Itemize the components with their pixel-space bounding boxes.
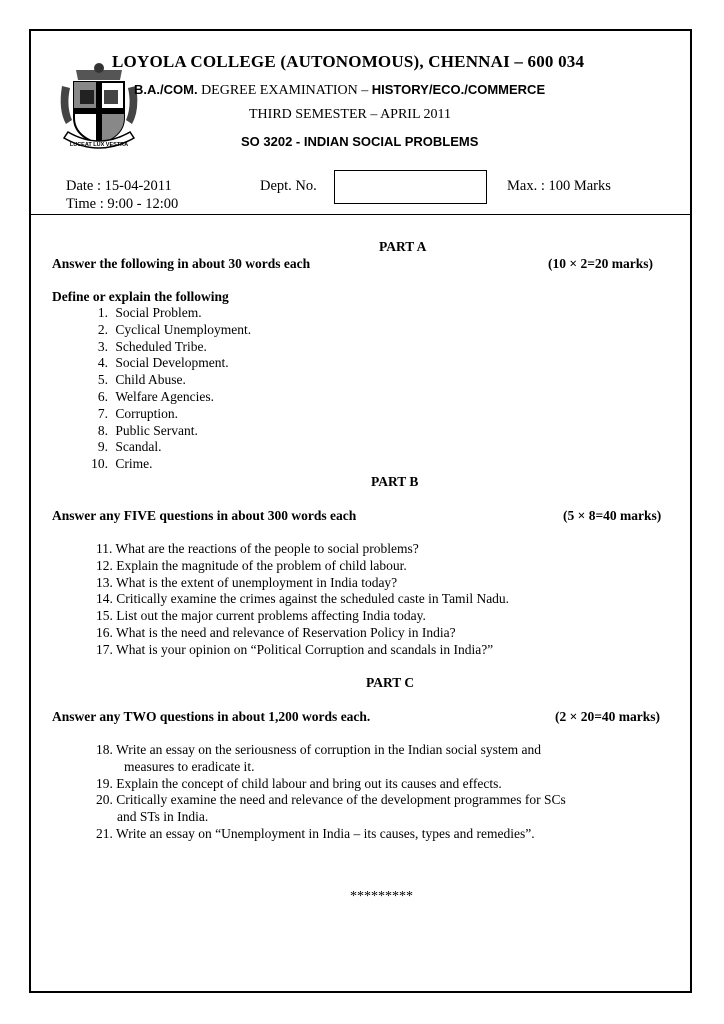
dept-no-label: Dept. No. bbox=[260, 178, 317, 194]
part-c-list bbox=[96, 742, 566, 843]
exam-time: Time : 9:00 - 12:00 bbox=[66, 196, 179, 212]
part-a-instruction: Answer the following in about 30 words each bbox=[52, 256, 311, 271]
header-divider bbox=[31, 214, 690, 215]
degree-prefix: B.A./COM. bbox=[134, 82, 198, 97]
exam-title bbox=[134, 82, 545, 99]
list-item: 16. What is the need and relevance of Reservation Policy in India? bbox=[96, 624, 456, 640]
list-item: 8. Public Servant. bbox=[97, 422, 198, 438]
list-item: 14. Critically examine the crimes against the scheduled caste in Tamil Nadu. bbox=[96, 591, 510, 607]
list-item-continuation: measures to eradicate it. bbox=[124, 758, 255, 774]
list-item: 1. Social Problem. bbox=[97, 305, 202, 320]
list-item: 4. Social Development. bbox=[97, 355, 229, 371]
degree-subjects: HISTORY/ECO./COMMERCE bbox=[371, 82, 546, 97]
list-item: 15. List out the major current problems affecting India today. bbox=[96, 608, 426, 624]
list-item: 21. Write an essay on “Unemployment in India – its causes, types and remedies”. bbox=[96, 825, 535, 841]
list-item: 11. What are the reactions of the people to social problems? bbox=[96, 541, 419, 556]
part-a-subheading: Define or explain the following bbox=[52, 289, 229, 304]
list-item: 9. Scandal. bbox=[97, 439, 162, 455]
part-b-marks: (5 × 8=40 marks) bbox=[563, 508, 662, 523]
part-c-title: PART C bbox=[366, 675, 415, 690]
end-marker: ********* bbox=[350, 889, 413, 904]
part-c-instruction: Answer any TWO questions in about 1,200 words each. bbox=[52, 709, 371, 724]
list-item: 19. Explain the concept of child labour and bring out its causes and effects. bbox=[96, 775, 502, 791]
part-a-title: PART A bbox=[379, 239, 427, 254]
list-item: 10. Crime. bbox=[91, 456, 153, 472]
college-crest-logo bbox=[56, 60, 142, 160]
list-item: 2. Cyclical Unemployment. bbox=[97, 321, 252, 337]
list-item: 12. Explain the magnitude of the problem of child labour. bbox=[96, 557, 407, 573]
degree-mid: DEGREE EXAMINATION – bbox=[197, 83, 372, 98]
list-item: 6. Welfare Agencies. bbox=[97, 388, 214, 404]
list-item: 18. Write an essay on the seriousness of corruption in the Indian social system and bbox=[96, 742, 541, 757]
part-a-marks: (10 × 2=20 marks) bbox=[548, 256, 654, 271]
list-item: 20. Critically examine the need and relevance of the development programmes for SCs bbox=[96, 792, 566, 808]
list-item: 13. What is the extent of unemployment in India today? bbox=[96, 574, 398, 590]
part-a-list bbox=[88, 305, 251, 473]
course-title: SO 3202 - INDIAN SOCIAL PROBLEMS bbox=[241, 134, 479, 149]
part-b-instruction: Answer any FIVE questions in about 300 words each bbox=[52, 508, 357, 523]
exam-date: Date : 15-04-2011 bbox=[66, 178, 172, 194]
dept-no-box bbox=[334, 170, 487, 204]
college-name: LOYOLA COLLEGE (AUTONOMOUS), CHENNAI – 600 034 bbox=[112, 52, 585, 71]
svg-text:LUCEAT LUX VESTRA: LUCEAT LUX VESTRA bbox=[69, 142, 129, 148]
list-item: 3. Scheduled Tribe. bbox=[97, 338, 207, 354]
semester-line: THIRD SEMESTER – APRIL 2011 bbox=[249, 107, 451, 122]
list-item: 17. What is your opinion on “Political Corruption and scandals in India?” bbox=[96, 641, 494, 657]
list-item: 5. Child Abuse. bbox=[97, 372, 186, 388]
part-c-marks: (2 × 20=40 marks) bbox=[555, 709, 661, 724]
part-b-list bbox=[96, 541, 509, 659]
max-marks: Max. : 100 Marks bbox=[507, 178, 611, 194]
part-b-title: PART B bbox=[371, 474, 419, 489]
list-item: 7. Corruption. bbox=[97, 405, 178, 421]
list-item-continuation: and STs in India. bbox=[117, 809, 209, 825]
